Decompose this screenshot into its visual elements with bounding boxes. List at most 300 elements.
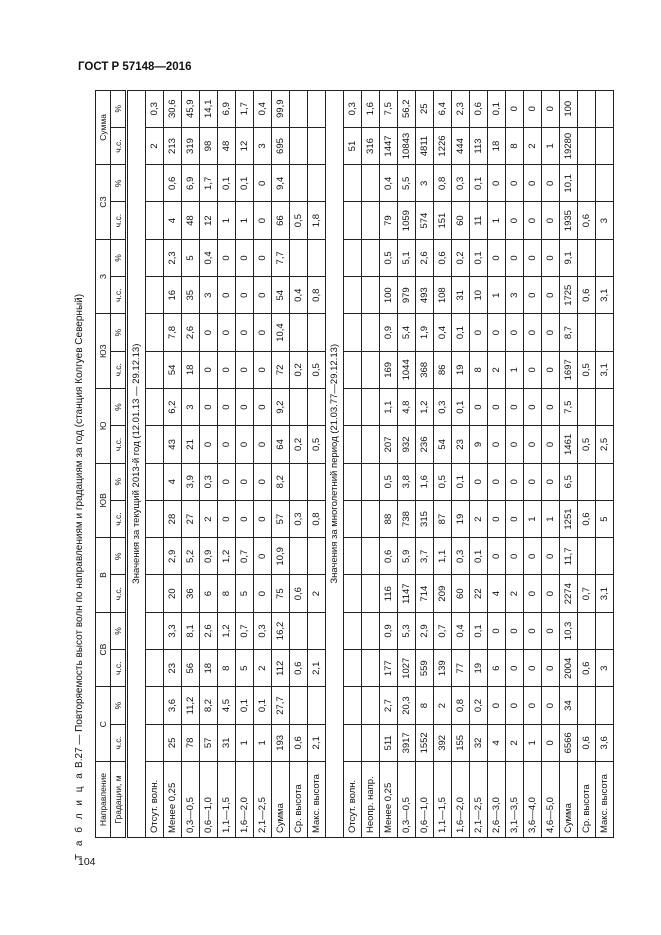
- gradation-label: Менее 0,25: [380, 762, 398, 838]
- percent-cell: 0,7: [236, 538, 254, 575]
- percent-cell: 0,1: [218, 165, 236, 202]
- percent-cell: 0,6: [164, 165, 182, 202]
- count-cell: 0,6: [290, 650, 308, 687]
- percent-cell: 0,8: [452, 687, 470, 724]
- count-header: ч.с.: [111, 575, 127, 612]
- count-cell: 1: [524, 724, 542, 761]
- count-cell: 48: [218, 127, 236, 164]
- count-header: ч.с.: [111, 351, 127, 388]
- count-cell: 20: [164, 575, 182, 612]
- table-row: [560, 90, 578, 837]
- count-cell: 155: [452, 724, 470, 761]
- table-row: [398, 90, 416, 837]
- percent-cell: [308, 463, 326, 500]
- percent-cell: 5: [182, 239, 200, 276]
- count-cell: 3,1: [596, 575, 614, 612]
- table-row: [542, 90, 560, 837]
- percent-cell: 0,3: [452, 165, 470, 202]
- percent-cell: 0: [506, 314, 524, 351]
- percent-cell: [578, 612, 596, 649]
- count-cell: 0: [218, 277, 236, 314]
- count-cell: 0: [524, 426, 542, 463]
- percent-cell: [290, 612, 308, 649]
- percent-cell: 3,7: [416, 538, 434, 575]
- percent-cell: 2,7: [380, 687, 398, 724]
- count-cell: 43: [164, 426, 182, 463]
- count-cell: 35: [182, 277, 200, 314]
- percent-cell: 1,2: [218, 612, 236, 649]
- count-cell: 2: [506, 575, 524, 612]
- count-cell: 0: [542, 724, 560, 761]
- section-row: [127, 90, 146, 837]
- wave-height-table: [95, 90, 614, 838]
- table-row: [236, 90, 254, 837]
- count-cell: 0: [236, 426, 254, 463]
- count-cell: 0: [542, 351, 560, 388]
- gradation-label: 2,1—2,5: [254, 762, 272, 838]
- count-cell: 10: [470, 277, 488, 314]
- count-cell: 0: [524, 202, 542, 239]
- count-cell: 0: [506, 426, 524, 463]
- percent-cell: [362, 612, 380, 649]
- section-row: [326, 90, 344, 837]
- count-cell: 1226: [434, 127, 452, 164]
- percent-cell: 0,6: [470, 90, 488, 127]
- percent-cell: 6,9: [182, 165, 200, 202]
- percent-cell: 0,1: [236, 165, 254, 202]
- count-cell: 1725: [560, 277, 578, 314]
- count-cell: 1: [506, 351, 524, 388]
- percent-cell: 0: [218, 463, 236, 500]
- count-cell: 1,8: [308, 202, 326, 239]
- percent-cell: 8: [416, 687, 434, 724]
- count-cell: 3: [506, 277, 524, 314]
- direction-header: ЮВ: [96, 463, 111, 538]
- count-cell: 66: [272, 202, 290, 239]
- count-cell: 0: [254, 351, 272, 388]
- count-cell: [146, 202, 164, 239]
- direction-header: Ю: [96, 388, 111, 463]
- percent-cell: 0: [488, 687, 506, 724]
- percent-cell: [596, 388, 614, 425]
- percent-cell: 3: [416, 165, 434, 202]
- count-cell: 88: [380, 500, 398, 537]
- count-cell: 0: [488, 500, 506, 537]
- percent-cell: 0,7: [236, 612, 254, 649]
- table-row: [470, 90, 488, 837]
- count-cell: [344, 351, 362, 388]
- percent-cell: [362, 687, 380, 724]
- percent-cell: 0,9: [380, 612, 398, 649]
- percent-cell: 0: [542, 538, 560, 575]
- percent-cell: 1,6: [416, 463, 434, 500]
- count-cell: 151: [434, 202, 452, 239]
- count-cell: 9: [470, 426, 488, 463]
- count-cell: 3,1: [596, 351, 614, 388]
- percent-cell: 1,1: [434, 538, 452, 575]
- percent-cell: [596, 314, 614, 351]
- count-cell: 25: [164, 724, 182, 761]
- percent-cell: 10,9: [272, 538, 290, 575]
- gradation-label: 0,6—1,0: [416, 762, 434, 838]
- percent-cell: [290, 314, 308, 351]
- count-cell: 2,1: [308, 724, 326, 761]
- percent-header: %: [111, 463, 127, 500]
- count-cell: 2: [146, 127, 164, 164]
- direction-header: З: [96, 239, 111, 314]
- count-cell: 3: [200, 277, 218, 314]
- percent-cell: 0: [254, 463, 272, 500]
- percent-header: %: [111, 165, 127, 202]
- percent-cell: 0,1: [452, 388, 470, 425]
- percent-cell: [362, 538, 380, 575]
- count-cell: [362, 426, 380, 463]
- count-cell: 1059: [398, 202, 416, 239]
- gradation-label: 1,6—2,0: [452, 762, 470, 838]
- count-cell: 12: [236, 127, 254, 164]
- count-cell: 1: [236, 202, 254, 239]
- percent-cell: 0: [542, 687, 560, 724]
- percent-cell: [596, 612, 614, 649]
- count-cell: 2274: [560, 575, 578, 612]
- count-header: ч.с.: [111, 277, 127, 314]
- percent-cell: 30,6: [164, 90, 182, 127]
- percent-cell: [344, 687, 362, 724]
- percent-cell: [290, 687, 308, 724]
- percent-cell: [596, 165, 614, 202]
- percent-cell: 1,2: [218, 538, 236, 575]
- percent-cell: 0: [542, 314, 560, 351]
- count-cell: 21: [182, 426, 200, 463]
- gradation-label: Макс. высота: [596, 762, 614, 838]
- count-cell: 4811: [416, 127, 434, 164]
- table-row: [200, 90, 218, 837]
- count-cell: 0: [524, 650, 542, 687]
- percent-cell: 0,5: [380, 463, 398, 500]
- count-cell: 60: [452, 202, 470, 239]
- count-cell: 6: [200, 575, 218, 612]
- percent-cell: 45,9: [182, 90, 200, 127]
- percent-cell: [290, 90, 308, 127]
- percent-cell: 0,1: [236, 687, 254, 724]
- count-cell: 1: [488, 202, 506, 239]
- count-cell: 4: [488, 575, 506, 612]
- count-cell: 444: [452, 127, 470, 164]
- percent-cell: 0: [506, 90, 524, 127]
- count-cell: 0,5: [308, 426, 326, 463]
- percent-cell: 0,2: [470, 687, 488, 724]
- count-cell: 0: [506, 500, 524, 537]
- count-cell: 2: [308, 575, 326, 612]
- count-cell: [596, 127, 614, 164]
- count-cell: 8: [218, 575, 236, 612]
- table-row: [488, 90, 506, 837]
- percent-cell: 0: [524, 90, 542, 127]
- percent-cell: 0: [524, 538, 542, 575]
- count-cell: 0: [506, 650, 524, 687]
- count-cell: 695: [272, 127, 290, 164]
- count-cell: 60: [452, 575, 470, 612]
- percent-cell: 7,5: [560, 388, 578, 425]
- percent-cell: 0,9: [380, 314, 398, 351]
- percent-cell: [308, 687, 326, 724]
- percent-cell: 0: [542, 463, 560, 500]
- percent-cell: 0,3: [434, 388, 452, 425]
- count-cell: 0,3: [290, 500, 308, 537]
- percent-cell: 0: [488, 388, 506, 425]
- count-cell: 236: [416, 426, 434, 463]
- count-header: ч.с.: [111, 127, 127, 164]
- count-cell: 0,5: [308, 351, 326, 388]
- percent-cell: 0,3: [452, 538, 470, 575]
- percent-cell: 0: [488, 538, 506, 575]
- percent-cell: [308, 314, 326, 351]
- count-cell: 2,5: [596, 426, 614, 463]
- count-cell: 6: [488, 650, 506, 687]
- count-header: ч.с.: [111, 724, 127, 761]
- table-row: [218, 90, 236, 837]
- percent-cell: [344, 165, 362, 202]
- percent-cell: [362, 463, 380, 500]
- percent-cell: 3,9: [182, 463, 200, 500]
- count-cell: 493: [416, 277, 434, 314]
- percent-cell: 2,3: [164, 239, 182, 276]
- page-number: 104: [78, 856, 96, 868]
- count-header: ч.с.: [111, 426, 127, 463]
- percent-cell: 0: [542, 239, 560, 276]
- percent-cell: 0: [236, 239, 254, 276]
- percent-cell: 0: [236, 388, 254, 425]
- table-row: [452, 90, 470, 837]
- count-cell: 315: [416, 500, 434, 537]
- percent-cell: 25: [416, 90, 434, 127]
- gradation-label: Ср. высота: [290, 762, 308, 838]
- percent-cell: 20,3: [398, 687, 416, 724]
- count-cell: 64: [272, 426, 290, 463]
- gradation-label: Отсут. волн.: [344, 762, 362, 838]
- count-cell: 1147: [398, 575, 416, 612]
- percent-cell: 2,6: [182, 314, 200, 351]
- count-cell: 2: [254, 650, 272, 687]
- percent-cell: 4,5: [218, 687, 236, 724]
- count-cell: 0,2: [290, 351, 308, 388]
- document-header: ГОСТ Р 57148—2016: [78, 61, 192, 73]
- count-cell: [578, 127, 596, 164]
- percent-cell: 2,3: [452, 90, 470, 127]
- percent-cell: 0: [200, 388, 218, 425]
- count-cell: 0: [542, 650, 560, 687]
- direction-header: С: [96, 687, 111, 762]
- percent-cell: 0,3: [146, 90, 164, 127]
- count-cell: 0: [218, 426, 236, 463]
- gradation-label: Сумма: [272, 762, 290, 838]
- percent-cell: [344, 314, 362, 351]
- direction-header: Сумма: [96, 90, 111, 165]
- gradation-label: 1,1—1,5: [218, 762, 236, 838]
- percent-cell: [308, 165, 326, 202]
- percent-cell: [146, 388, 164, 425]
- count-cell: 0: [236, 500, 254, 537]
- percent-cell: 1,1: [380, 388, 398, 425]
- percent-cell: [578, 463, 596, 500]
- count-cell: 23: [452, 426, 470, 463]
- count-cell: 1: [488, 277, 506, 314]
- percent-cell: 0: [470, 463, 488, 500]
- count-cell: 319: [182, 127, 200, 164]
- percent-header: %: [111, 612, 127, 649]
- count-cell: [362, 575, 380, 612]
- percent-cell: 8,1: [182, 612, 200, 649]
- percent-cell: 0: [488, 463, 506, 500]
- percent-cell: [578, 90, 596, 127]
- count-cell: 1447: [380, 127, 398, 164]
- count-header: ч.с.: [111, 202, 127, 239]
- percent-cell: [344, 239, 362, 276]
- section-title: Значения за многолетний период (21.03.77—29.12.13): [326, 90, 344, 837]
- count-cell: 738: [398, 500, 416, 537]
- percent-cell: [578, 239, 596, 276]
- percent-cell: 11,7: [560, 538, 578, 575]
- percent-cell: 0: [470, 314, 488, 351]
- count-cell: 18: [182, 351, 200, 388]
- count-cell: 979: [398, 277, 416, 314]
- percent-cell: 0,6: [434, 239, 452, 276]
- count-cell: 100: [380, 277, 398, 314]
- percent-cell: 5,3: [398, 612, 416, 649]
- count-cell: 3,6: [596, 724, 614, 761]
- count-cell: 0,8: [308, 277, 326, 314]
- gradation-label: Сумма: [560, 762, 578, 838]
- percent-cell: 7,8: [164, 314, 182, 351]
- count-cell: 511: [380, 724, 398, 761]
- percent-cell: [344, 463, 362, 500]
- count-cell: 3917: [398, 724, 416, 761]
- percent-cell: 10,1: [560, 165, 578, 202]
- percent-cell: 2,9: [416, 612, 434, 649]
- direction-header: В: [96, 538, 111, 613]
- percent-cell: 0: [254, 239, 272, 276]
- table-row: [290, 90, 308, 837]
- percent-cell: [146, 314, 164, 351]
- percent-cell: [146, 463, 164, 500]
- count-cell: 0: [524, 351, 542, 388]
- count-cell: 0: [254, 575, 272, 612]
- percent-cell: 0,4: [434, 314, 452, 351]
- percent-header: %: [111, 687, 127, 724]
- count-cell: 19: [470, 650, 488, 687]
- percent-cell: 3: [182, 388, 200, 425]
- count-cell: 714: [416, 575, 434, 612]
- percent-cell: 0,1: [452, 314, 470, 351]
- percent-cell: 6,5: [560, 463, 578, 500]
- percent-cell: 1,9: [416, 314, 434, 351]
- percent-cell: [290, 239, 308, 276]
- count-cell: 0,6: [290, 724, 308, 761]
- rotated-table-wrapper: [95, 90, 614, 838]
- percent-cell: 16,2: [272, 612, 290, 649]
- percent-cell: 0: [506, 612, 524, 649]
- count-cell: [362, 202, 380, 239]
- gradation-label: 1,6—2,0: [236, 762, 254, 838]
- percent-cell: 0: [524, 687, 542, 724]
- count-cell: 1: [218, 202, 236, 239]
- percent-cell: 0: [488, 612, 506, 649]
- percent-cell: 0,3: [254, 612, 272, 649]
- count-cell: 72: [272, 351, 290, 388]
- percent-cell: 1,2: [416, 388, 434, 425]
- table-row: [416, 90, 434, 837]
- gradation-label: 4,6—5,0: [542, 762, 560, 838]
- percent-cell: 0,3: [200, 463, 218, 500]
- count-cell: 4: [488, 724, 506, 761]
- corner-gradation: Градации, м: [111, 762, 127, 838]
- table-row: [578, 90, 596, 837]
- percent-cell: 0: [524, 239, 542, 276]
- count-cell: 87: [434, 500, 452, 537]
- percent-cell: [308, 90, 326, 127]
- percent-cell: [362, 314, 380, 351]
- gradation-label: 2,1—2,5: [470, 762, 488, 838]
- percent-cell: 1,7: [200, 165, 218, 202]
- percent-cell: 0: [218, 239, 236, 276]
- count-cell: 1251: [560, 500, 578, 537]
- count-cell: 22: [470, 575, 488, 612]
- percent-cell: [596, 239, 614, 276]
- count-cell: [146, 724, 164, 761]
- count-cell: 0: [506, 202, 524, 239]
- percent-cell: 0: [254, 314, 272, 351]
- percent-cell: 0: [542, 388, 560, 425]
- count-header: ч.с.: [111, 650, 127, 687]
- count-cell: 177: [380, 650, 398, 687]
- percent-header: %: [111, 314, 127, 351]
- percent-cell: 0: [542, 165, 560, 202]
- count-cell: 2,1: [308, 650, 326, 687]
- percent-cell: 0: [524, 463, 542, 500]
- count-cell: 78: [182, 724, 200, 761]
- count-cell: 112: [272, 650, 290, 687]
- percent-cell: 0,6: [380, 538, 398, 575]
- count-cell: 0: [218, 351, 236, 388]
- count-cell: 31: [218, 724, 236, 761]
- percent-cell: [290, 463, 308, 500]
- percent-cell: 4,8: [398, 388, 416, 425]
- count-cell: [344, 500, 362, 537]
- percent-cell: 10,3: [560, 612, 578, 649]
- count-cell: 108: [434, 277, 452, 314]
- percent-cell: 3,6: [164, 687, 182, 724]
- table-row: [506, 90, 524, 837]
- percent-cell: [308, 388, 326, 425]
- percent-cell: [308, 239, 326, 276]
- percent-cell: 0,3: [344, 90, 362, 127]
- table-row: [272, 90, 290, 837]
- count-cell: 3: [596, 202, 614, 239]
- count-cell: 2: [506, 724, 524, 761]
- percent-cell: [290, 388, 308, 425]
- percent-cell: [578, 314, 596, 351]
- count-cell: 1: [254, 724, 272, 761]
- count-cell: 1697: [560, 351, 578, 388]
- count-cell: 8: [218, 650, 236, 687]
- percent-cell: [146, 239, 164, 276]
- gradation-label: 1,1—1,5: [434, 762, 452, 838]
- percent-cell: 0,2: [452, 239, 470, 276]
- percent-cell: 3,8: [398, 463, 416, 500]
- count-cell: 75: [272, 575, 290, 612]
- count-cell: [344, 650, 362, 687]
- percent-cell: 0: [524, 612, 542, 649]
